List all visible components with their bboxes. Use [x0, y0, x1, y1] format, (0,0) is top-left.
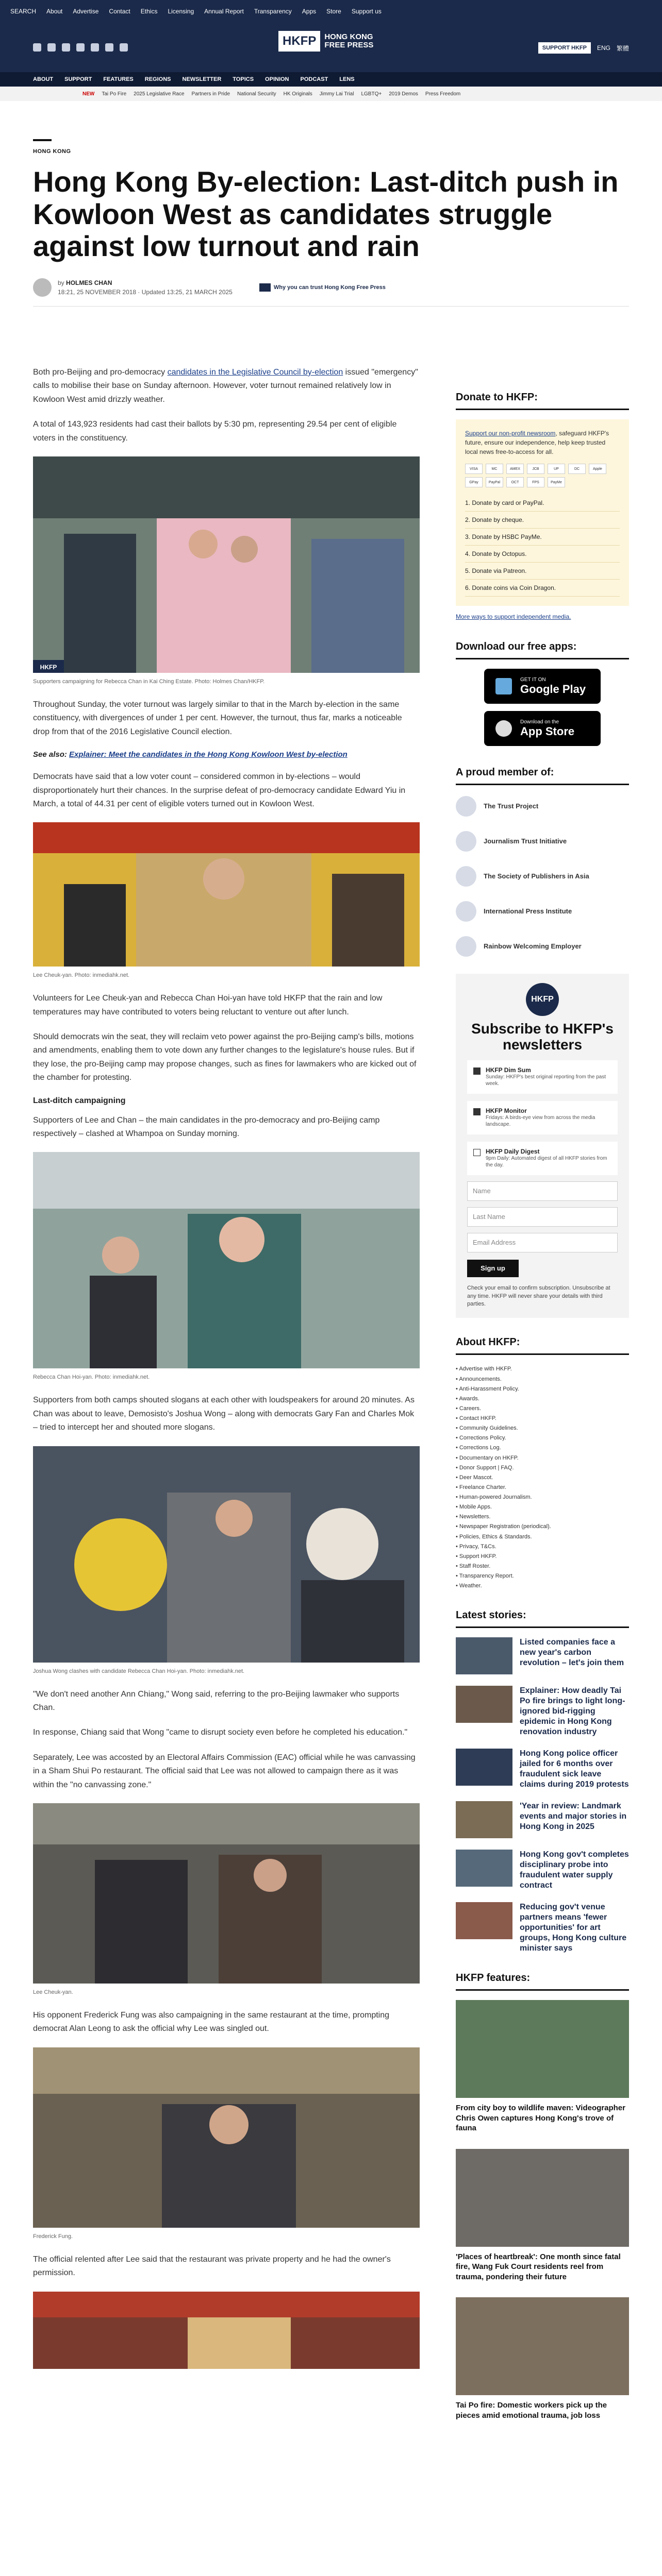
option-desc: Sunday: HKFP's best original reporting from the past week. — [486, 1074, 606, 1087]
trust-project-icon — [456, 796, 476, 817]
photo-caption: Frederick Fung. — [33, 2233, 73, 2240]
feature-story[interactable] — [456, 2149, 629, 2282]
about-link[interactable]: • Policies, Ethics & Standards. — [456, 1532, 629, 1542]
trending-link[interactable]: Jimmy Lai Trial — [319, 91, 354, 97]
story-title: Reducing gov't venue partners means 'fewer opportunities' for art groups, Hong Kong culture minister says — [520, 1903, 627, 1953]
donate-text — [465, 429, 620, 456]
story-title: Explainer: How deadly Tai Po fire brings to light long-ignored bid-rigging epidemic in Hong Kong renovation industry — [520, 1686, 625, 1737]
photo-restaurant — [33, 1803, 420, 1984]
apps-title: Download our free apps: — [456, 641, 629, 659]
nav-features[interactable]: FEATURES — [103, 76, 134, 82]
about-links — [456, 1364, 629, 1591]
donate-text-body: , safeguard HKFP's future, ensure our independence, help keep trusted local news free-to-access for all. — [465, 430, 609, 455]
member-name: Journalism Trust Initiative — [484, 837, 567, 845]
amex-icon: AMEX — [506, 464, 524, 474]
topbar-link-ethics[interactable]: Ethics — [140, 8, 158, 15]
trending-link[interactable]: National Security — [237, 91, 276, 97]
inline-link[interactable]: candidates in the Legislative Council by-election — [167, 368, 343, 377]
apple-pay-icon: Apple — [589, 464, 606, 474]
social-icons — [33, 43, 128, 52]
rainbow-icon — [456, 936, 476, 957]
about-link[interactable]: • Documentary on HKFP. — [456, 1453, 629, 1463]
svg-text:HKFP: HKFP — [40, 663, 57, 671]
topbar-link-about[interactable]: About — [46, 8, 63, 15]
option-name: HKFP Daily Digest — [486, 1147, 540, 1155]
google-play-button[interactable] — [484, 669, 601, 704]
paragraph: In response, Chiang said that Wong "came to disrupt society even before he completed his education." — [33, 1728, 408, 1737]
about-link[interactable]: • Human-powered Journalism. — [456, 1493, 629, 1502]
instagram-icon[interactable] — [62, 43, 70, 52]
feature-title: Tai Po fire: Domestic workers pick up the pieces amid emotional trauma, job loss — [456, 2401, 607, 2420]
apple-icon — [495, 720, 512, 737]
photo-joshua-wong-clash — [33, 1446, 420, 1663]
story-thumbnail — [456, 1801, 512, 1838]
option-desc: Fridays: A birds-eye view from across the media landscape. — [486, 1114, 595, 1128]
about-link[interactable]: • Careers. — [456, 1404, 629, 1414]
as-small: Download on the — [520, 719, 559, 725]
threads-icon[interactable] — [76, 43, 85, 52]
sidebar — [456, 392, 629, 2436]
sopa-icon — [456, 866, 476, 887]
see-also-link[interactable]: Explainer: Meet the candidates in the Hong Kong Kowloon West by-election — [69, 750, 347, 759]
about-link[interactable]: • Transparency Report. — [456, 1571, 629, 1581]
octopus-icon: OCT — [506, 477, 524, 487]
signup-button[interactable]: Sign up — [467, 1260, 519, 1277]
about-link[interactable]: • Deer Mascot. — [456, 1473, 629, 1483]
topbar-link-annual-report[interactable]: Annual Report — [204, 8, 244, 15]
trust-link[interactable] — [259, 283, 386, 292]
trending-link[interactable]: LGBTQ+ — [361, 91, 382, 97]
nav-lens[interactable]: LENS — [339, 76, 355, 82]
option-name: HKFP Dim Sum — [486, 1066, 531, 1074]
story-title: Listed companies face a new year's carbon revolution – let's join them — [520, 1638, 624, 1668]
app-store-button[interactable] — [484, 711, 601, 746]
newsletter-title: Subscribe to HKFP's newsletters — [471, 1021, 614, 1053]
newsletter-note: Check your email to confirm subscription. Unsubscribe at any time. HKFP will never share your details with third parties. — [467, 1284, 610, 1308]
telegram-icon[interactable] — [105, 43, 113, 52]
last-name-input[interactable]: Last Name — [467, 1207, 618, 1227]
support-hkfp-button[interactable]: SUPPORT HKFP — [538, 42, 591, 54]
google-play-icon — [495, 678, 512, 694]
about-link[interactable]: • Staff Roster. — [456, 1562, 629, 1571]
donate-option[interactable]: 6. Donate coins via Coin Dragon. — [465, 580, 620, 597]
newsletter-box — [456, 974, 629, 1318]
paragraph: Supporters from both camps shouted slogans at each other with loudspeakers for around 20 minutes. As Chan was about to leave, Demosisto's Joshua Wong – along with democrats Gary Fan and Charles Mok – tried to intercept her and shouted more slogans. — [33, 1396, 415, 1432]
p1-text: Both pro-Beijing and pro-democracy — [33, 368, 168, 377]
feature-image — [456, 2297, 629, 2395]
topbar-link-transparency[interactable]: Transparency — [254, 8, 292, 15]
jti-icon — [456, 831, 476, 852]
new-badge: NEW — [82, 91, 95, 97]
paypal-icon: PayPal — [486, 477, 503, 487]
topbar-link-apps[interactable]: Apps — [302, 8, 317, 15]
member-jti[interactable] — [456, 829, 629, 853]
nav-regions[interactable]: REGIONS — [144, 76, 171, 82]
nav-opinion[interactable]: OPINION — [265, 76, 289, 82]
logo-mark: HKFP — [278, 31, 320, 52]
article-category[interactable]: HONG KONG — [33, 148, 71, 155]
about-link[interactable]: • Announcements. — [456, 1375, 629, 1384]
trending-link[interactable]: Press Freedom — [425, 91, 461, 97]
latest-story[interactable] — [456, 1850, 629, 1891]
header-divider — [33, 306, 629, 307]
about-link[interactable]: • Anti-Harassment Policy. — [456, 1384, 629, 1394]
story-title: 'Year in review: Landmark events and major stories in Hong Kong in 2025 — [520, 1802, 627, 1832]
fps-icon: FPS — [527, 477, 544, 487]
search-link[interactable]: SEARCH — [10, 8, 37, 15]
trust-icon — [259, 283, 271, 292]
email-input[interactable]: Email Address — [467, 1233, 618, 1252]
feature-story[interactable] — [456, 2297, 629, 2420]
member-title: A proud member of: — [456, 767, 629, 785]
story-thumbnail — [456, 1637, 512, 1674]
trending-link[interactable]: HK Originals — [283, 91, 312, 97]
donate-link[interactable]: Support our non-profit newsroom — [465, 430, 556, 437]
about-link[interactable]: • Contact HKFP. — [456, 1414, 629, 1423]
about-link[interactable]: • Weather. — [456, 1581, 629, 1591]
by-prefix: by — [58, 279, 64, 287]
photo-rebecca-chan — [33, 1152, 420, 1368]
trending-bar — [0, 87, 662, 101]
more-ways-link[interactable]: More ways to support independent media. — [456, 613, 571, 620]
nav-support[interactable]: SUPPORT — [64, 76, 92, 82]
photo-bottom — [33, 2292, 420, 2369]
lang-chinese[interactable]: 繁體 — [616, 44, 629, 52]
author-name[interactable]: HOLMES CHAN — [66, 279, 112, 287]
paragraph: Throughout Sunday, the voter turnout was largely similar to that in the March by-election in the same constituency, with divergences of under 1 per cent. However, the turnout, thus far, marks a noticeable drop from that of the 2016 Legislative Council election. — [33, 700, 402, 736]
payme-icon: PayMe — [548, 477, 565, 487]
donate-title: Donate to HKFP: — [456, 392, 629, 410]
photo-caption: Supporters campaigning for Rebecca Chan in Kai Ching Estate. Photo: Holmes Chan/HKFP. — [33, 678, 265, 685]
lang-english[interactable]: ENG — [597, 44, 610, 52]
feature-title: From city boy to wildlife maven: Videographer Chris Owen captures Hong Kong's trove of fauna — [456, 2104, 625, 2133]
checkbox[interactable] — [473, 1108, 481, 1115]
topbar-link-store[interactable]: Store — [326, 8, 341, 15]
option-desc: 9pm Daily: Automated digest of all HKFP stories from the day. — [486, 1155, 607, 1168]
site-logo[interactable] — [278, 31, 373, 52]
photo-caption: Lee Cheuk-yan. — [33, 1989, 73, 1995]
trust-link-label: Why you can trust Hong Kong Free Press — [273, 284, 386, 291]
gp-small: GET IT ON — [520, 676, 546, 683]
visa-icon: VISA — [465, 464, 483, 474]
logo-line-1: HONG KONG — [324, 32, 373, 41]
nav-topics[interactable]: TOPICS — [233, 76, 254, 82]
paragraph: His opponent Frederick Fung was also campaigning in the same restaurant at the time, prompting democrat Alan Leong to ask the official why Lee was singled out. — [33, 2010, 390, 2033]
story-thumbnail — [456, 1850, 512, 1887]
paragraph: Should democrats win the seat, they will reclaim veto power against the pro-Beijing camp's bills, motions and amendments, enabling them to vote down any further changes to the legislature's house rules. But if they lose, the pro-Beijing camp may propose changes, such as fines for lawmakers who are kicked out of the chamber for protesting. — [33, 1032, 417, 1082]
donate-option[interactable]: 4. Donate by Octopus. — [465, 546, 620, 563]
member-sopa[interactable] — [456, 865, 629, 888]
nav-newsletter[interactable]: NEWSLETTER — [182, 76, 222, 82]
feature-story[interactable] — [456, 2000, 629, 2133]
donate-box — [456, 419, 629, 606]
logo-wordmark — [324, 33, 373, 50]
topbar-link-licensing[interactable]: Licensing — [168, 8, 194, 15]
about-link[interactable]: • Corrections Policy. — [456, 1433, 629, 1443]
about-link[interactable]: • Community Guidelines. — [456, 1423, 629, 1433]
about-link[interactable]: • Newspaper Registration (periodical). — [456, 1522, 629, 1532]
article-headline: Hong Kong By-election: Last-ditch push in Kowloon West as candidates struggle against low turnout and rain — [33, 165, 619, 263]
p1-text-end: issued "emergency" calls to mobilise their base on Sunday afternoon. However, voter turnout remained relatively low in Kowloon West amid drizzly weather. — [33, 368, 418, 404]
rss-icon[interactable] — [120, 43, 128, 52]
topbar-link-support[interactable]: Support us — [351, 8, 382, 15]
latest-story[interactable] — [456, 1686, 629, 1737]
about-title: About HKFP: — [456, 1336, 629, 1355]
latest-story[interactable] — [456, 1637, 629, 1674]
trending-link[interactable]: 2025 Legislative Race — [134, 91, 185, 97]
byline — [33, 278, 629, 297]
donate-option[interactable]: 2. Donate by cheque. — [465, 512, 620, 529]
jcb-icon: JCB — [527, 464, 544, 474]
story-thumbnail — [456, 1902, 512, 1939]
logo-line-2: FREE PRESS — [324, 41, 374, 49]
see-also — [33, 750, 420, 759]
youtube-icon[interactable] — [91, 43, 99, 52]
ipi-icon — [456, 901, 476, 922]
payment-logos — [465, 464, 620, 487]
donate-option[interactable]: 1. Donate by card or PayPal. — [465, 495, 620, 512]
topbar-link-advertise[interactable]: Advertise — [73, 8, 99, 15]
gp-big: Google Play — [520, 682, 586, 696]
newsletter-option[interactable] — [467, 1060, 618, 1094]
paragraph: Supporters of Lee and Chan – the main candidates in the pro-democracy and pro-Beijing camp respectively – clashed at Whampoa on Sunday morning. — [33, 1115, 380, 1139]
paragraph: Separately, Lee was accosted by an Electoral Affairs Commission (EAC) official while he was canvassing in a Sham Shui Po restaurant. The official said that Lee was not allowed to campaign there as it was within the "no canvassing zone." — [33, 1753, 416, 1789]
nav-about[interactable]: ABOUT — [33, 76, 54, 82]
paragraph: The official relented after Lee said that the restaurant was private property and he had the owner's permission. — [33, 2255, 391, 2278]
see-also-prefix: See also: — [33, 750, 70, 759]
publish-dates: 18:21, 25 NOVEMBER 2018 · Updated 13:25, 21 MARCH 2025 — [58, 289, 233, 296]
latest-story[interactable] — [456, 1902, 629, 1954]
member-name: The Society of Publishers in Asia — [484, 872, 589, 880]
member-trust-project[interactable] — [456, 794, 629, 818]
about-link[interactable]: • Donor Support | FAQ. — [456, 1463, 629, 1473]
latest-story[interactable] — [456, 1749, 629, 1790]
latest-story[interactable] — [456, 1801, 629, 1838]
category-rule — [33, 139, 52, 141]
story-thumbnail — [456, 1749, 512, 1786]
about-link[interactable]: • Awards. — [456, 1394, 629, 1404]
photo-caption: Joshua Wong clashes with candidate Rebecca Chan Hoi-yan. Photo: inmediahk.net. — [33, 1668, 245, 1674]
trending-link[interactable]: Partners in Pride — [191, 91, 230, 97]
photo-frederick-fung — [33, 2047, 420, 2228]
section-heading: Last-ditch campaigning — [33, 1096, 126, 1105]
newsletter-logo: HKFP — [526, 983, 559, 1016]
donate-option[interactable]: 3. Donate by HSBC PayMe. — [465, 529, 620, 546]
about-link[interactable]: • Privacy, T&Cs. — [456, 1542, 629, 1552]
feature-title: 'Places of heartbreak': One month since fatal fire, Wang Fuk Court residents reel from trauma, pondering their future — [456, 2252, 621, 2281]
member-name: Rainbow Welcoming Employer — [484, 942, 582, 951]
member-name: The Trust Project — [484, 802, 539, 810]
google-pay-icon: GPay — [465, 477, 483, 487]
top-utility-bar — [0, 0, 662, 23]
mastercard-icon: MC — [486, 464, 503, 474]
paragraph: Democrats have said that a low voter count – considered common in by-elections – would disproportionately hurt their chances. In the surprise defeat of pro-democracy candidate Edward Yiu in March, a total of 44.31 per cent of eligible voters turned out in Kowloon West. — [33, 772, 406, 808]
feature-image — [456, 2149, 629, 2247]
story-title: Hong Kong gov't completes disciplinary probe into fraudulent water supply contract — [520, 1850, 629, 1890]
name-input[interactable]: Name — [467, 1181, 618, 1201]
x-icon[interactable] — [47, 43, 56, 52]
photo-lee-cheuk-yan — [33, 822, 420, 967]
features-title: HKFP features: — [456, 1972, 629, 1991]
nav-podcast[interactable]: PODCAST — [300, 76, 328, 82]
option-name: HKFP Monitor — [486, 1107, 527, 1114]
header-actions — [538, 42, 629, 54]
about-link[interactable]: • Freelance Charter. — [456, 1483, 629, 1493]
about-link[interactable]: • Advertise with HKFP. — [456, 1364, 629, 1374]
photo-campaigners — [33, 456, 420, 673]
story-title: Hong Kong police officer jailed for 6 months over fraudulent sick leave claims during 2019 protests — [520, 1749, 629, 1789]
paragraph: Volunteers for Lee Cheuk-yan and Rebecca Chan Hoi-yan have told HKFP that the rain and low temperatures may have contributed to voters being reluctant to venture out after lunch. — [33, 994, 383, 1016]
story-thumbnail — [456, 1686, 512, 1723]
member-rainbow[interactable] — [456, 935, 629, 958]
main-nav — [0, 72, 662, 87]
unionpay-icon: UP — [548, 464, 565, 474]
photo-caption: Rebecca Chan Hoi-yan. Photo: inmediahk.net. — [33, 1374, 150, 1381]
photo-caption: Lee Cheuk-yan. Photo: inmediahk.net. — [33, 972, 130, 979]
trending-link[interactable]: 2019 Demos — [389, 91, 418, 97]
checkbox[interactable] — [473, 1067, 481, 1075]
byline-text — [58, 278, 233, 297]
feature-image — [456, 2000, 629, 2098]
topbar-link-contact[interactable]: Contact — [109, 8, 130, 15]
as-big: App Store — [520, 724, 575, 738]
article-body — [33, 366, 420, 2375]
article-header — [33, 139, 629, 307]
paragraph — [33, 366, 420, 406]
member-ipi[interactable] — [456, 900, 629, 923]
trending-link[interactable]: Tai Po Fire — [102, 91, 127, 97]
latest-title: Latest stories: — [456, 1609, 629, 1628]
diners-icon: DC — [568, 464, 586, 474]
donate-option[interactable]: 5. Donate via Patreon. — [465, 563, 620, 580]
newsletter-option[interactable] — [467, 1142, 618, 1175]
paragraph: A total of 143,923 residents had cast their ballots by 5:30 pm, representing 29.54 per cent of eligible voters in the constituency. — [33, 420, 397, 443]
checkbox[interactable] — [473, 1149, 481, 1156]
about-link[interactable]: • Newsletters. — [456, 1512, 629, 1522]
about-link[interactable]: • Support HKFP. — [456, 1552, 629, 1562]
about-link[interactable]: • Mobile Apps. — [456, 1502, 629, 1512]
author-avatar — [33, 278, 52, 297]
member-name: International Press Institute — [484, 907, 572, 916]
brand-header — [0, 23, 662, 72]
newsletter-option[interactable] — [467, 1101, 618, 1134]
paragraph: "We don't need another Ann Chiang," Wong said, referring to the pro-Beijing lawmaker who supports Chan. — [33, 1689, 400, 1712]
facebook-icon[interactable] — [33, 43, 41, 52]
about-link[interactable]: • Corrections Log. — [456, 1443, 629, 1453]
